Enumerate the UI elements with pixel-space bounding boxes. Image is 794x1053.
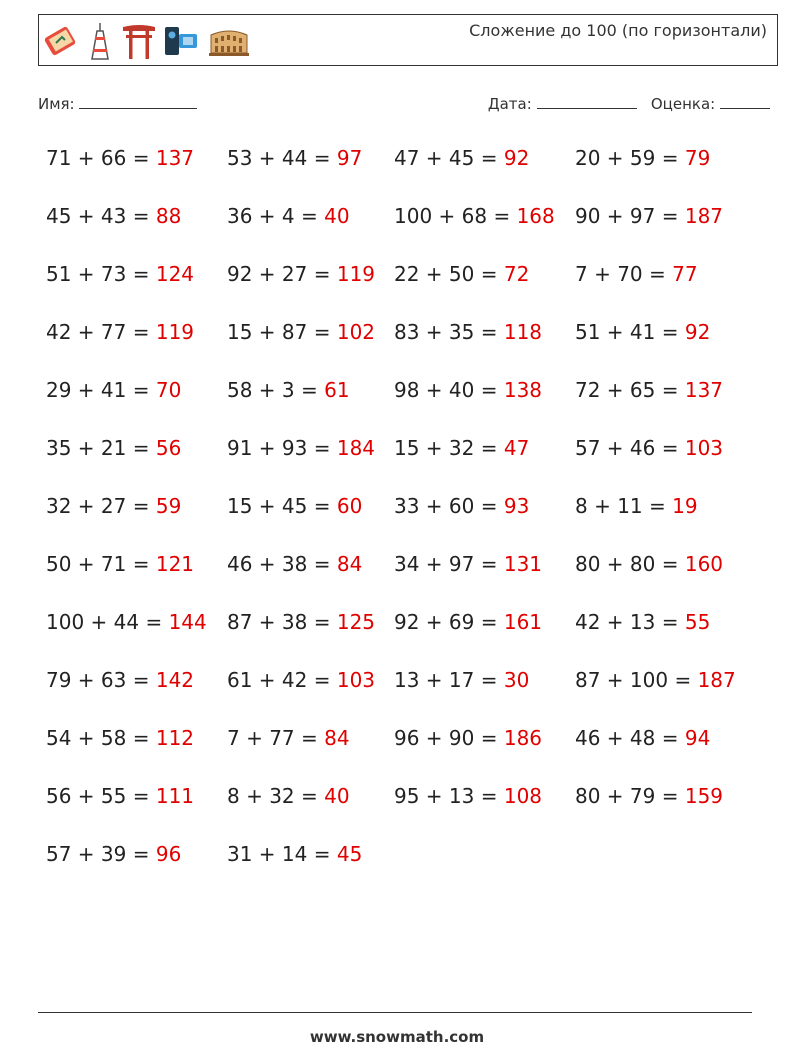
problem-question: 57 + 39 = (46, 842, 156, 866)
problem-item (394, 146, 575, 204)
problem-question: 7 + 77 = (227, 726, 325, 750)
problem-item (575, 146, 766, 204)
footer-url: www.snowmath.com (309, 1028, 485, 1046)
problem-item (227, 204, 394, 262)
problem-answer: 124 (155, 262, 195, 286)
problem-question: 22 + 50 = (394, 262, 504, 286)
header-icons (43, 21, 251, 61)
colosseum-icon (207, 21, 251, 61)
problem-item (46, 262, 227, 320)
problem-item (227, 320, 394, 378)
problem-answer: 103 (336, 668, 376, 692)
problem-answer: 96 (155, 842, 182, 866)
problem-item (227, 726, 394, 784)
problem-item (394, 436, 575, 494)
problem-question: 46 + 38 = (227, 552, 337, 576)
problem-item (394, 552, 575, 610)
problem-question: 61 + 42 = (227, 668, 337, 692)
tower-icon (85, 21, 115, 61)
problem-item (575, 378, 766, 436)
problem-answer: 70 (155, 378, 182, 402)
problem-answer: 97 (336, 146, 363, 170)
header-box (38, 14, 778, 66)
problem-item (46, 436, 227, 494)
problem-item (575, 726, 766, 784)
problem-question: 36 + 4 = (227, 204, 325, 228)
date-blank[interactable] (537, 94, 637, 109)
problem-item (227, 552, 394, 610)
problem-answer: 92 (684, 320, 711, 344)
problem-item (575, 668, 766, 726)
problem-item (394, 668, 575, 726)
problem-item (394, 378, 575, 436)
name-field (38, 94, 197, 113)
problem-question: 31 + 14 = (227, 842, 337, 866)
problem-question: 7 + 70 = (575, 262, 673, 286)
problem-question: 83 + 35 = (394, 320, 504, 344)
problem-question: 100 + 68 = (394, 204, 517, 228)
problem-question: 35 + 21 = (46, 436, 156, 460)
date-score-fields (488, 94, 770, 113)
problem-item (394, 204, 575, 262)
problem-item (46, 320, 227, 378)
problem-answer: 72 (503, 262, 530, 286)
problem-item (46, 146, 227, 204)
problem-item (46, 378, 227, 436)
problem-question: 51 + 41 = (575, 320, 685, 344)
problem-question: 34 + 97 = (394, 552, 504, 576)
problem-answer: 60 (336, 494, 363, 518)
problem-answer: 121 (155, 552, 195, 576)
problem-question: 87 + 100 = (575, 668, 698, 692)
score-label: Оценка: (650, 95, 716, 113)
problem-item (575, 204, 766, 262)
problem-question: 72 + 65 = (575, 378, 685, 402)
name-label: Имя: (38, 95, 75, 113)
problem-question: 50 + 71 = (46, 552, 156, 576)
problem-question: 33 + 60 = (394, 494, 504, 518)
problem-answer: 40 (324, 784, 350, 808)
problem-item (46, 494, 227, 552)
problem-answer: 55 (684, 610, 711, 634)
problem-question: 42 + 77 = (46, 320, 156, 344)
problem-answer: 125 (336, 610, 376, 634)
problem-answer: 119 (336, 262, 376, 286)
problem-item (227, 668, 394, 726)
problem-answer: 137 (155, 146, 195, 170)
problem-answer: 108 (503, 784, 543, 808)
problem-question: 51 + 73 = (46, 262, 156, 286)
problem-question: 20 + 59 = (575, 146, 685, 170)
problem-item (46, 784, 227, 842)
problem-answer: 159 (684, 784, 724, 808)
problem-item (46, 668, 227, 726)
problem-question: 13 + 17 = (394, 668, 504, 692)
problem-item (227, 842, 394, 900)
problem-answer: 84 (324, 726, 350, 750)
problem-item (227, 262, 394, 320)
problem-answer: 84 (336, 552, 363, 576)
score-blank[interactable] (720, 94, 770, 109)
problem-answer: 30 (503, 668, 530, 692)
problem-item (227, 784, 394, 842)
problem-answer: 131 (503, 552, 543, 576)
problem-question: 15 + 45 = (227, 494, 337, 518)
problem-item (227, 610, 394, 668)
problem-question: 91 + 93 = (227, 436, 337, 460)
problem-item (575, 436, 766, 494)
problem-item (394, 494, 575, 552)
problem-answer: 138 (503, 378, 543, 402)
problem-answer: 184 (336, 436, 376, 460)
problem-question: 45 + 43 = (46, 204, 156, 228)
problem-answer: 160 (684, 552, 724, 576)
problem-grid (46, 146, 766, 900)
problem-question: 15 + 32 = (394, 436, 504, 460)
worksheet-title: Сложение до 100 (по горизонтали) (469, 21, 767, 40)
problem-answer: 111 (155, 784, 195, 808)
problem-answer: 45 (336, 842, 363, 866)
problem-question: 95 + 13 = (394, 784, 504, 808)
problem-item (394, 784, 575, 842)
problem-item (394, 320, 575, 378)
problem-answer: 93 (503, 494, 530, 518)
problem-item (46, 204, 227, 262)
problem-answer: 187 (697, 668, 736, 692)
problem-answer: 187 (684, 204, 724, 228)
problem-question: 56 + 55 = (46, 784, 156, 808)
problem-answer: 168 (516, 204, 555, 228)
problem-question: 8 + 11 = (575, 494, 673, 518)
problem-question: 100 + 44 = (46, 610, 169, 634)
torii-gate-icon (121, 21, 157, 61)
problem-answer: 40 (324, 204, 350, 228)
problem-answer: 102 (336, 320, 376, 344)
problem-answer: 56 (155, 436, 182, 460)
problem-question: 57 + 46 = (575, 436, 685, 460)
problem-item (394, 262, 575, 320)
problem-question: 32 + 27 = (46, 494, 156, 518)
problem-answer: 161 (503, 610, 543, 634)
problem-item (46, 726, 227, 784)
problem-question: 47 + 45 = (394, 146, 504, 170)
problem-item (227, 436, 394, 494)
problem-question: 92 + 69 = (394, 610, 504, 634)
problem-question: 42 + 13 = (575, 610, 685, 634)
problem-question: 29 + 41 = (46, 378, 156, 402)
problem-question: 58 + 3 = (227, 378, 325, 402)
problem-answer: 47 (503, 436, 530, 460)
problem-answer: 103 (684, 436, 724, 460)
problem-answer: 137 (684, 378, 724, 402)
problem-item (394, 610, 575, 668)
problem-answer: 79 (684, 146, 711, 170)
footer-divider (38, 1012, 752, 1013)
problem-item (227, 494, 394, 552)
problem-item (575, 262, 766, 320)
problem-question: 15 + 87 = (227, 320, 337, 344)
problem-answer: 142 (155, 668, 195, 692)
problem-question: 80 + 80 = (575, 552, 685, 576)
problem-item (46, 552, 227, 610)
problem-item (575, 320, 766, 378)
problem-answer: 92 (503, 146, 530, 170)
problem-answer: 88 (155, 204, 182, 228)
problem-question: 98 + 40 = (394, 378, 504, 402)
problem-question: 8 + 32 = (227, 784, 325, 808)
problem-item (394, 726, 575, 784)
camcorder-icon (163, 21, 201, 61)
ticket-icon (43, 21, 79, 61)
problem-item (575, 784, 766, 842)
problem-item (46, 610, 227, 668)
problem-answer: 61 (324, 378, 350, 402)
problem-answer: 144 (168, 610, 207, 634)
problem-answer: 19 (672, 494, 698, 518)
problem-answer: 94 (684, 726, 711, 750)
problem-question: 71 + 66 = (46, 146, 156, 170)
problem-question: 80 + 79 = (575, 784, 685, 808)
problem-answer: 112 (155, 726, 195, 750)
problem-answer: 186 (503, 726, 543, 750)
problem-item (575, 552, 766, 610)
problem-answer: 119 (155, 320, 195, 344)
problem-question: 46 + 48 = (575, 726, 685, 750)
problem-item (575, 610, 766, 668)
problem-question: 96 + 90 = (394, 726, 504, 750)
problem-question: 54 + 58 = (46, 726, 156, 750)
problem-question: 79 + 63 = (46, 668, 156, 692)
problem-question: 92 + 27 = (227, 262, 337, 286)
problem-question: 87 + 38 = (227, 610, 337, 634)
problem-answer: 77 (672, 262, 698, 286)
problem-item (575, 494, 766, 552)
problem-question: 53 + 44 = (227, 146, 337, 170)
problem-item (227, 378, 394, 436)
problem-answer: 59 (155, 494, 182, 518)
problem-item (227, 146, 394, 204)
date-label: Дата: (487, 95, 532, 113)
problem-question: 90 + 97 = (575, 204, 685, 228)
problem-item (46, 842, 227, 900)
name-blank[interactable] (79, 94, 197, 109)
problem-answer: 118 (503, 320, 543, 344)
